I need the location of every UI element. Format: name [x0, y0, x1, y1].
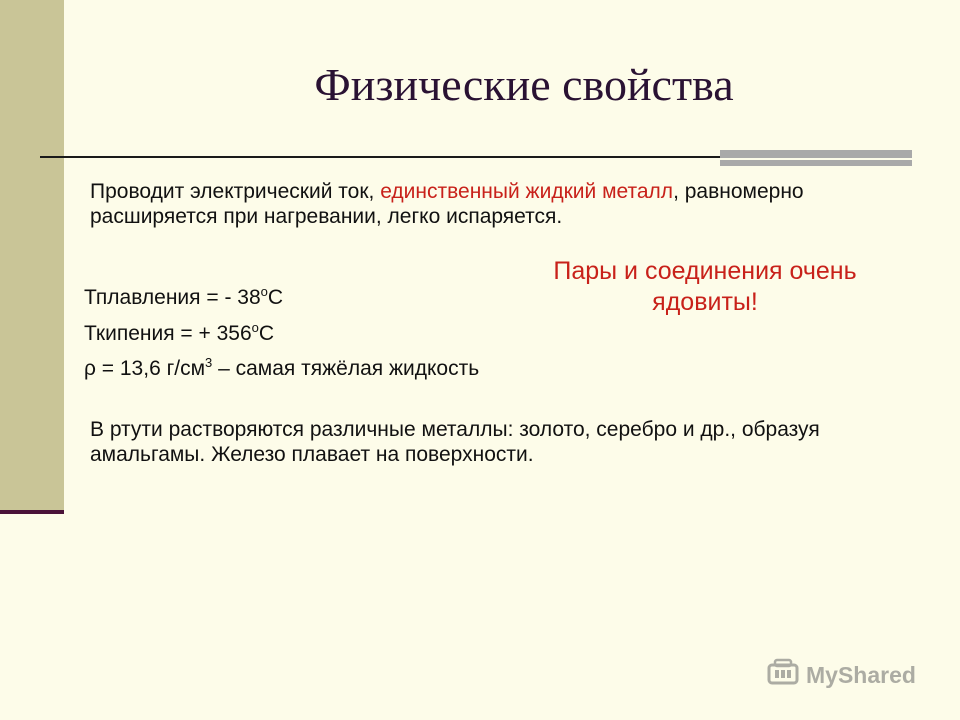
intro-highlight: единственный жидкий металл — [380, 180, 674, 203]
title-accent-bar-lower — [720, 160, 912, 166]
density-unit: – самая тяжёлая жидкость — [212, 357, 480, 380]
boiling-point — [84, 315, 274, 347]
intro-text-end: , равномерно расширяется при нагревании, легко испаряется. — [90, 180, 804, 228]
melting-point-sup: о — [260, 284, 268, 299]
mytest-logo-icon — [766, 658, 800, 693]
boiling-point-sup: о — [251, 320, 259, 335]
boiling-point-unit: С — [258, 322, 275, 345]
density-label: ρ = 13,6 г/см — [84, 357, 206, 380]
melting-point-label: Тплавления = - 38 — [84, 286, 261, 309]
sidebar-underline — [0, 510, 64, 514]
decorative-sidebar — [0, 0, 64, 512]
density — [84, 350, 479, 382]
amalgam-paragraph: В ртути растворяются различные металлы: золото, серебро и др., образуя амальгамы. Железо плавает на поверхности. — [90, 418, 820, 466]
toxicity-warning: Пары и соединения очень ядовиты! — [553, 257, 857, 316]
watermark — [766, 655, 916, 695]
melting-point-unit: С — [267, 286, 284, 309]
melting-point — [84, 279, 283, 311]
boiling-point-label: Ткипения = + 356 — [84, 322, 252, 345]
intro-text-start: Проводит электрический ток, — [90, 180, 381, 203]
watermark-text: MyShared — [806, 661, 916, 688]
intro-paragraph — [90, 179, 890, 229]
slide-title: Физические свойства — [314, 59, 734, 110]
title-accent-bar — [720, 150, 912, 158]
density-sup: 3 — [205, 355, 213, 370]
